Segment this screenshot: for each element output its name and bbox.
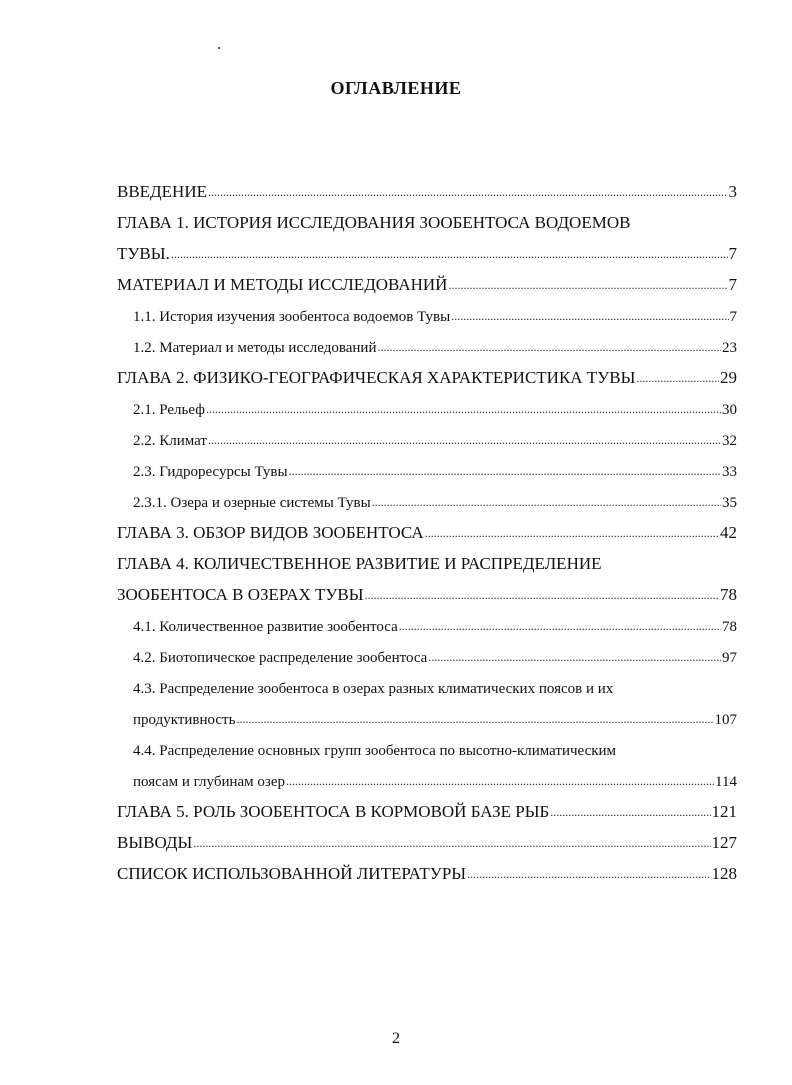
toc-entry-text: ВВЕДЕНИЕ	[117, 182, 207, 202]
toc-entry-page: 107	[714, 711, 737, 728]
toc-entry-text: ВЫВОДЫ	[117, 833, 193, 853]
toc-entry[interactable]	[117, 667, 737, 698]
table-of-contents	[117, 171, 737, 884]
toc-entry-text: ГЛАВА 2. ФИЗИКО-ГЕОГРАФИЧЕСКАЯ ХАРАКТЕРИСТИКА ТУВЫ	[117, 368, 636, 388]
toc-entry-page: 121	[711, 802, 737, 822]
toc-entry-page: 32	[722, 432, 737, 449]
toc-entry-text: ГЛАВА 1. ИСТОРИЯ ИССЛЕДОВАНИЯ ЗООБЕНТОСА ВОДОЕМОВ	[117, 213, 631, 233]
toc-leader	[451, 310, 728, 322]
toc-leader	[377, 341, 721, 353]
toc-leader	[289, 465, 721, 477]
toc-leader	[467, 868, 710, 880]
toc-entry[interactable]	[117, 357, 737, 388]
toc-entry[interactable]	[117, 419, 737, 450]
toc-entry-text: 1.1. История изучения зообентоса водоемов Тувы	[133, 308, 451, 325]
toc-entry[interactable]	[117, 481, 737, 512]
toc-entry[interactable]	[117, 512, 737, 543]
toc-entry[interactable]	[117, 729, 737, 760]
toc-entry-text: поясам и глубинам озер	[133, 773, 286, 790]
toc-leader	[206, 403, 721, 415]
toc-entry-page: 33	[722, 463, 737, 480]
toc-entry[interactable]	[117, 853, 737, 884]
toc-entry-text: 1.2. Материал и методы исследований	[133, 339, 377, 356]
toc-entry-page: 127	[711, 833, 737, 853]
toc-leader	[550, 806, 710, 818]
toc-leader	[428, 651, 721, 663]
toc-entry-text: ТУВЫ.	[117, 244, 170, 264]
toc-entry-text: ГЛАВА 3. ОБЗОР ВИДОВ ЗООБЕНТОСА	[117, 523, 424, 543]
toc-entry[interactable]	[117, 450, 737, 481]
toc-leader	[399, 620, 721, 632]
toc-entry-page: 7	[728, 244, 737, 264]
toc-entry-page: 78	[720, 585, 737, 605]
toc-entry-page: 23	[722, 339, 737, 356]
toc-entry[interactable]	[117, 202, 737, 233]
toc-entry[interactable]	[117, 171, 737, 202]
toc-entry-text: 2.2. Климат	[133, 432, 207, 449]
toc-leader	[365, 589, 719, 601]
toc-entry-text: 4.3. Распределение зообентоса в озерах разных климатических поясов и их	[133, 680, 614, 697]
toc-entry-page: 42	[720, 523, 737, 543]
toc-leader	[171, 248, 728, 260]
toc-entry[interactable]	[117, 636, 737, 667]
toc-entry-page: 97	[722, 649, 737, 666]
toc-entry-page: 30	[722, 401, 737, 418]
scan-speck	[218, 47, 220, 49]
toc-leader	[372, 496, 721, 508]
toc-entry-text: продуктивность	[133, 711, 236, 728]
toc-entry[interactable]	[117, 605, 737, 636]
toc-entry-page: 3	[728, 182, 737, 202]
toc-entry[interactable]	[117, 264, 737, 295]
toc-entry[interactable]	[117, 543, 737, 574]
toc-leader	[448, 279, 727, 291]
page-number: 2	[392, 1030, 400, 1047]
toc-leader	[193, 837, 710, 849]
toc-entry-text: 4.4. Распределение основных групп зообентоса по высотно-климатическим	[133, 742, 617, 759]
toc-leader	[208, 186, 728, 198]
toc-leader	[208, 434, 721, 446]
toc-leader	[236, 713, 713, 725]
toc-entry-page: 29	[720, 368, 737, 388]
toc-entry-text: ГЛАВА 5. РОЛЬ ЗООБЕНТОСА В КОРМОВОЙ БАЗЕ РЫБ	[117, 802, 550, 822]
toc-entry-text: 2.3. Гидроресурсы Тувы	[133, 463, 288, 480]
toc-entry-text: 2.3.1. Озера и озерные системы Тувы	[133, 494, 371, 511]
toc-entry-page: 128	[711, 864, 737, 884]
toc-entry[interactable]	[117, 822, 737, 853]
toc-entry[interactable]	[117, 698, 737, 729]
toc-entry[interactable]	[117, 791, 737, 822]
toc-entry-page: 7	[728, 275, 737, 295]
toc-entry-text: 4.1. Количественное развитие зообентоса	[133, 618, 398, 635]
toc-entry[interactable]	[117, 233, 737, 264]
toc-entry-text: 2.1. Рельеф	[133, 401, 205, 418]
toc-entry-page: 78	[722, 618, 737, 635]
toc-entry[interactable]	[117, 574, 737, 605]
toc-entry-page: 35	[722, 494, 737, 511]
toc-entry[interactable]	[117, 388, 737, 419]
toc-leader	[425, 527, 719, 539]
toc-entry-page: 114	[715, 773, 737, 790]
toc-entry[interactable]	[117, 760, 737, 791]
page-title: ОГЛАВЛЕНИЕ	[330, 78, 462, 98]
toc-entry-text: ГЛАВА 4. КОЛИЧЕСТВЕННОЕ РАЗВИТИЕ И РАСПРЕДЕЛЕНИЕ	[117, 554, 602, 574]
toc-leader	[636, 372, 719, 384]
toc-entry-text: СПИСОК ИСПОЛЬЗОВАННОЙ ЛИТЕРАТУРЫ	[117, 864, 467, 884]
toc-entry-text: МАТЕРИАЛ И МЕТОДЫ ИССЛЕДОВАНИЙ	[117, 275, 448, 295]
toc-entry[interactable]	[117, 295, 737, 326]
toc-entry-page: 7	[729, 308, 737, 325]
toc-entry[interactable]	[117, 326, 737, 357]
toc-leader	[286, 775, 714, 787]
toc-entry-text: 4.2. Биотопическое распределение зообентоса	[133, 649, 428, 666]
toc-entry-text: ЗООБЕНТОСА В ОЗЕРАХ ТУВЫ	[117, 585, 364, 605]
